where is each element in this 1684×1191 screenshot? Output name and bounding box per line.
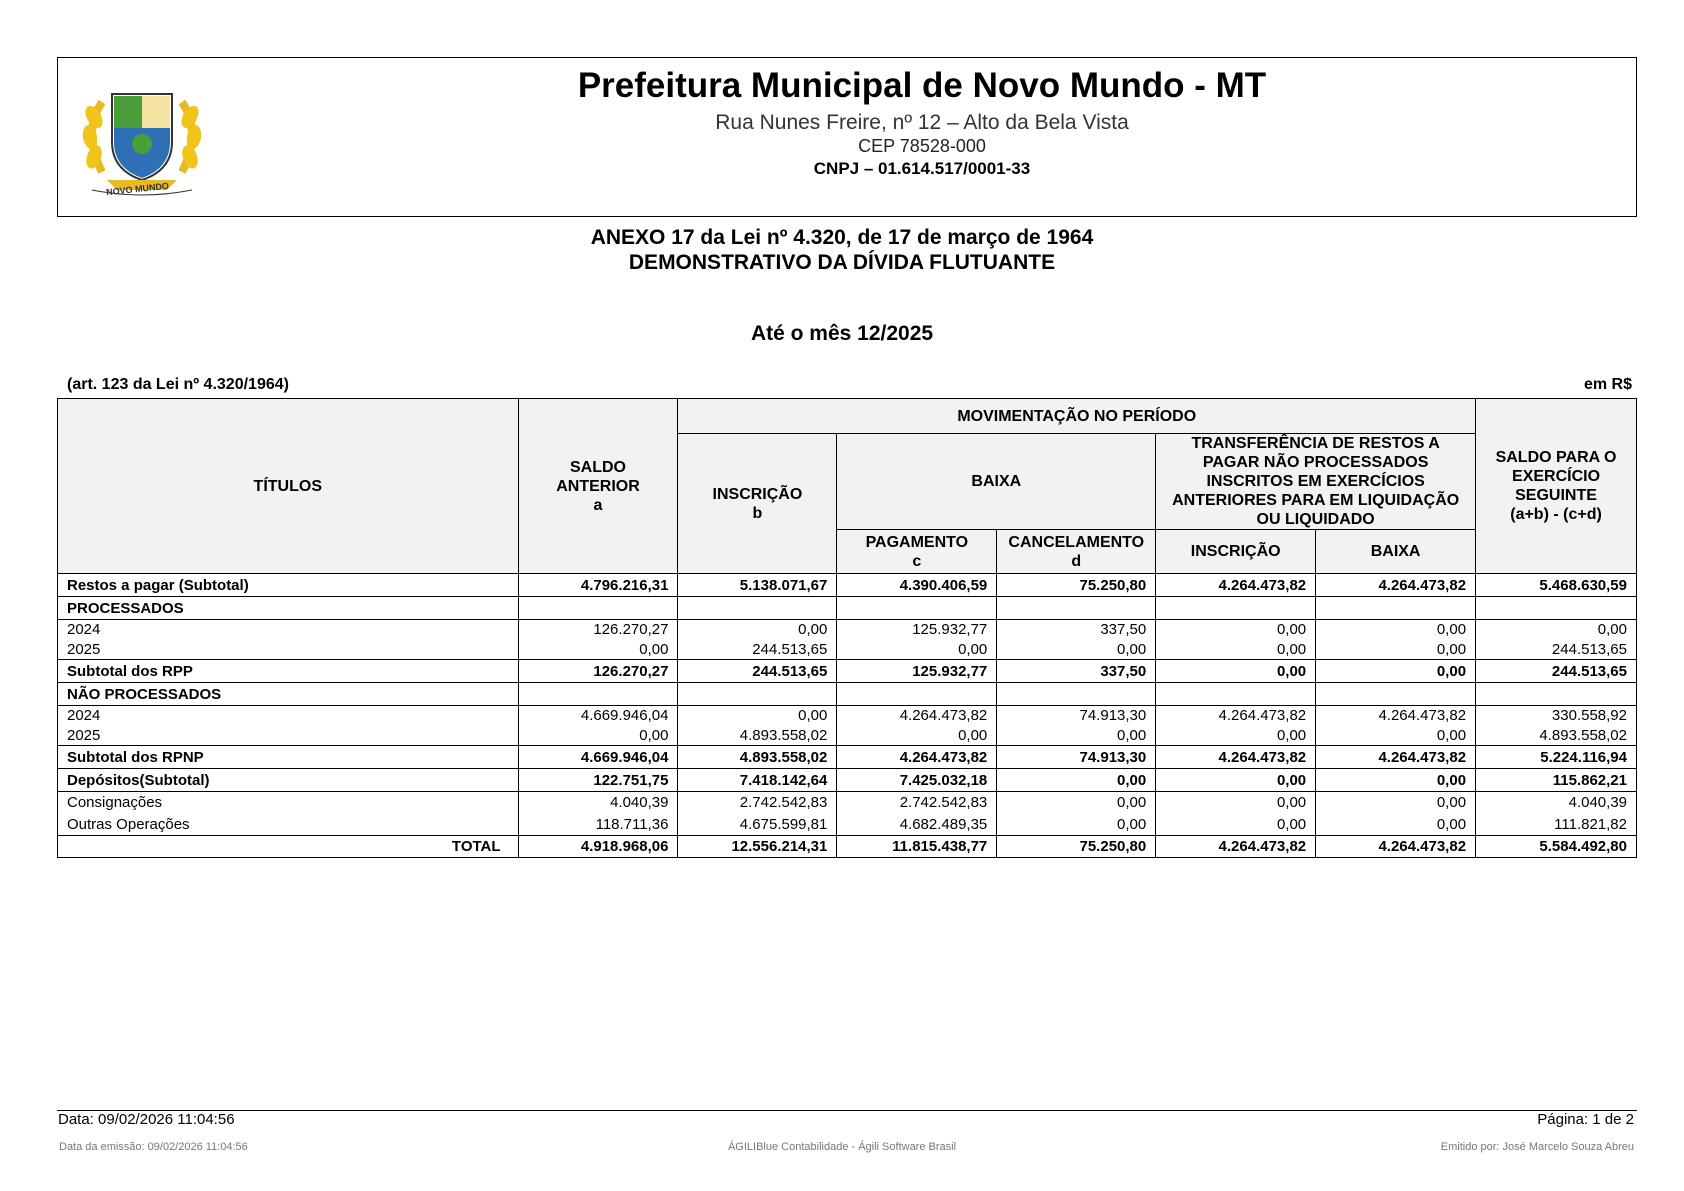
table-body <box>58 574 1637 836</box>
header-inscricao-letter: b <box>752 504 763 522</box>
cell-saldo-anterior: 0,00 <box>518 726 678 746</box>
organization-title: Prefeitura Municipal de Novo Mundo - MT <box>577 66 1267 105</box>
cell-transf-inscricao: 0,00 <box>1156 814 1316 836</box>
cell-transf-inscricao: 0,00 <box>1156 726 1316 746</box>
header-cancelamento-letter: d <box>1071 552 1082 570</box>
cell-cancelamento: 337,50 <box>997 620 1156 640</box>
cell-cancelamento: 0,00 <box>997 769 1156 792</box>
cell-saldo-anterior: 4.040,39 <box>518 792 678 814</box>
cell-saldo-seguinte: 244.513,65 <box>1476 640 1637 660</box>
header-saldo-anterior-letter: a <box>593 496 603 514</box>
organization-address: Rua Nunes Freire, nº 12 – Alto da Bela Vista <box>715 111 1129 134</box>
cell-transf-inscricao: 4.264.473,82 <box>1156 574 1316 597</box>
cell-transf-baixa: 0,00 <box>1316 620 1476 640</box>
cell-saldo-seguinte: 4.893.558,02 <box>1476 726 1637 746</box>
footer-software: ÁGILIBlue Contabilidade - Ágili Software Brasil <box>727 1141 957 1153</box>
header-pagamento-letter: c <box>912 552 922 570</box>
cell-pagamento: 125.932,77 <box>837 660 997 683</box>
total-saldo-anterior: 4.918.968,06 <box>518 836 678 858</box>
row-label: 2024 <box>58 620 519 640</box>
cell-pagamento: 4.390.406,59 <box>837 574 997 597</box>
header-cancelamento <box>997 530 1156 574</box>
cell-saldo-anterior: 126.270,27 <box>518 620 678 640</box>
organization-cep: CEP 78528-000 <box>858 136 986 156</box>
cell-saldo-anterior: 4.669.946,04 <box>518 746 678 769</box>
cell-saldo-seguinte: 115.862,21 <box>1476 769 1637 792</box>
row-label: 2025 <box>58 726 519 746</box>
cell-cancelamento: 337,50 <box>997 660 1156 683</box>
cell-cancelamento <box>997 683 1156 706</box>
cell-inscricao: 244.513,65 <box>678 660 837 683</box>
row-label: Consignações <box>58 792 519 814</box>
footer-divider <box>57 1110 1637 1111</box>
table-row <box>58 706 1637 726</box>
cell-inscricao: 5.138.071,67 <box>678 574 837 597</box>
cell-pagamento <box>837 597 997 620</box>
table-row <box>58 792 1637 814</box>
cell-inscricao: 4.675.599,81 <box>678 814 837 836</box>
cell-transf-baixa: 0,00 <box>1316 814 1476 836</box>
header-pagamento-label: PAGAMENTO <box>865 533 969 551</box>
cell-cancelamento: 0,00 <box>997 814 1156 836</box>
cell-inscricao: 2.742.542,83 <box>678 792 837 814</box>
header-saldo-seguinte <box>1476 399 1637 574</box>
cell-transf-baixa: 0,00 <box>1316 660 1476 683</box>
row-label: 2025 <box>58 640 519 660</box>
report-period: Até o mês 12/2025 <box>750 322 934 345</box>
cell-saldo-seguinte: 5.224.116,94 <box>1476 746 1637 769</box>
cell-transf-baixa: 4.264.473,82 <box>1316 706 1476 726</box>
table-row <box>58 640 1637 660</box>
cell-transf-inscricao: 0,00 <box>1156 792 1316 814</box>
cell-cancelamento: 74.913,30 <box>997 746 1156 769</box>
footer-date: Data: 09/02/2026 11:04:56 <box>58 1111 235 1128</box>
cell-saldo-anterior: 4.796.216,31 <box>518 574 678 597</box>
cell-cancelamento: 74.913,30 <box>997 706 1156 726</box>
cell-pagamento <box>837 683 997 706</box>
header-transferencia: TRANSFERÊNCIA DE RESTOS A PAGAR NÃO PROCESSADOS INSCRITOS EM EXERCÍCIOS ANTERIORES PARA EM LIQUIDAÇÃO OU LIQUIDADO <box>1156 434 1476 530</box>
cell-transf-baixa: 0,00 <box>1316 769 1476 792</box>
header-cancelamento-label: CANCELAMENTO <box>1008 533 1145 551</box>
cell-saldo-seguinte: 4.040,39 <box>1476 792 1637 814</box>
total-transf-baixa: 4.264.473,82 <box>1316 836 1476 858</box>
header-box <box>57 57 1637 217</box>
header-movimentacao: MOVIMENTAÇÃO NO PERÍODO <box>678 399 1476 434</box>
floating-debt-table <box>57 398 1637 858</box>
article-reference: (art. 123 da Lei nº 4.320/1964) <box>67 376 289 393</box>
header-titulos: TÍTULOS <box>58 399 519 574</box>
cell-transf-baixa <box>1316 683 1476 706</box>
table-row <box>58 726 1637 746</box>
footer-emission-date: Data da emissão: 09/02/2026 11:04:56 <box>59 1141 248 1153</box>
row-label: Outras Operações <box>58 814 519 836</box>
cell-inscricao: 7.418.142,64 <box>678 769 837 792</box>
header-transf-baixa: BAIXA <box>1316 530 1476 574</box>
cell-transf-inscricao: 0,00 <box>1156 640 1316 660</box>
header-saldo-anterior <box>518 399 678 574</box>
row-label: PROCESSADOS <box>58 597 519 620</box>
currency-unit: em R$ <box>1583 376 1632 393</box>
total-inscricao: 12.556.214,31 <box>678 836 837 858</box>
cell-saldo-anterior: 122.751,75 <box>518 769 678 792</box>
header-pagamento <box>837 530 997 574</box>
table-row <box>58 574 1637 597</box>
row-label: NÃO PROCESSADOS <box>58 683 519 706</box>
header-saldo-seguinte-formula: (a+b) - (c+d) <box>1510 506 1602 523</box>
header-transf-inscricao: INSCRIÇÃO <box>1156 530 1316 574</box>
cell-transf-inscricao: 0,00 <box>1156 769 1316 792</box>
cell-pagamento: 4.264.473,82 <box>837 746 997 769</box>
cell-saldo-seguinte: 244.513,65 <box>1476 660 1637 683</box>
cell-pagamento: 4.682.489,35 <box>837 814 997 836</box>
cell-saldo-seguinte: 111.821,82 <box>1476 814 1637 836</box>
cell-cancelamento: 0,00 <box>997 640 1156 660</box>
cell-transf-inscricao: 0,00 <box>1156 660 1316 683</box>
table-row <box>58 683 1637 706</box>
cell-transf-inscricao: 4.264.473,82 <box>1156 706 1316 726</box>
cell-cancelamento <box>997 597 1156 620</box>
logo-caption: NOVO MUNDO <box>105 180 170 198</box>
organization-cnpj: CNPJ – 01.614.517/0001-33 <box>813 159 1031 178</box>
cell-transf-baixa: 0,00 <box>1316 640 1476 660</box>
cell-cancelamento: 75.250,80 <box>997 574 1156 597</box>
cell-inscricao: 4.893.558,02 <box>678 746 837 769</box>
total-saldo-seguinte: 5.584.492,80 <box>1476 836 1637 858</box>
table-row <box>58 597 1637 620</box>
cell-saldo-seguinte <box>1476 683 1637 706</box>
row-label: 2024 <box>58 706 519 726</box>
cell-transf-inscricao: 4.264.473,82 <box>1156 746 1316 769</box>
total-cancelamento: 75.250,80 <box>997 836 1156 858</box>
header-inscricao-label: INSCRIÇÃO <box>712 485 803 503</box>
total-label: TOTAL <box>58 836 519 858</box>
cell-saldo-seguinte <box>1476 597 1637 620</box>
cell-transf-baixa: 0,00 <box>1316 726 1476 746</box>
row-label: Subtotal dos RPP <box>58 660 519 683</box>
cell-saldo-anterior: 118.711,36 <box>518 814 678 836</box>
cell-inscricao <box>678 683 837 706</box>
total-transf-inscricao: 4.264.473,82 <box>1156 836 1316 858</box>
cell-cancelamento: 0,00 <box>997 726 1156 746</box>
cell-pagamento: 125.932,77 <box>837 620 997 640</box>
cell-pagamento: 0,00 <box>837 640 997 660</box>
table-row <box>58 660 1637 683</box>
table-row <box>58 620 1637 640</box>
cell-inscricao: 0,00 <box>678 706 837 726</box>
cell-saldo-anterior: 4.669.946,04 <box>518 706 678 726</box>
report-title: DEMONSTRATIVO DA DÍVIDA FLUTUANTE <box>628 251 1056 274</box>
cell-pagamento: 4.264.473,82 <box>837 706 997 726</box>
cell-transf-inscricao: 0,00 <box>1156 620 1316 640</box>
table-row <box>58 746 1637 769</box>
cell-saldo-anterior: 0,00 <box>518 640 678 660</box>
report-title-block <box>0 225 1684 275</box>
annex-reference: ANEXO 17 da Lei nº 4.320, de 17 de março de 1964 <box>590 226 1094 249</box>
header-inscricao <box>678 434 837 574</box>
header-saldo-anterior-label: SALDO ANTERIOR <box>556 458 640 495</box>
total-row <box>58 836 1637 858</box>
cell-saldo-seguinte: 0,00 <box>1476 620 1637 640</box>
cell-transf-inscricao <box>1156 597 1316 620</box>
cell-saldo-anterior <box>518 683 678 706</box>
cell-saldo-seguinte: 5.468.630,59 <box>1476 574 1637 597</box>
cell-saldo-anterior <box>518 597 678 620</box>
table-row <box>58 814 1637 836</box>
row-label: Depósitos(Subtotal) <box>58 769 519 792</box>
cell-inscricao: 4.893.558,02 <box>678 726 837 746</box>
cell-inscricao: 244.513,65 <box>678 640 837 660</box>
total-pagamento: 11.815.438,77 <box>837 836 997 858</box>
row-label: Subtotal dos RPNP <box>58 746 519 769</box>
footer-page-number: Página: 1 de 2 <box>1537 1111 1634 1128</box>
cell-inscricao: 0,00 <box>678 620 837 640</box>
header-saldo-seguinte-label: SALDO PARA O EXERCÍCIO SEGUINTE <box>1495 449 1617 504</box>
cell-cancelamento: 0,00 <box>997 792 1156 814</box>
footer-issued-by: Emitido por: José Marcelo Souza Abreu <box>1440 1141 1634 1153</box>
cell-transf-baixa: 4.264.473,82 <box>1316 746 1476 769</box>
cell-pagamento: 7.425.032,18 <box>837 769 997 792</box>
cell-transf-inscricao <box>1156 683 1316 706</box>
cell-saldo-anterior: 126.270,27 <box>518 660 678 683</box>
row-label: Restos a pagar (Subtotal) <box>58 574 519 597</box>
cell-pagamento: 2.742.542,83 <box>837 792 997 814</box>
cell-saldo-seguinte: 330.558,92 <box>1476 706 1637 726</box>
cell-pagamento: 0,00 <box>837 726 997 746</box>
cell-transf-baixa <box>1316 597 1476 620</box>
cell-inscricao <box>678 597 837 620</box>
cell-transf-baixa: 4.264.473,82 <box>1316 574 1476 597</box>
table-row <box>58 769 1637 792</box>
cell-transf-baixa: 0,00 <box>1316 792 1476 814</box>
header-baixa: BAIXA <box>837 434 1156 530</box>
